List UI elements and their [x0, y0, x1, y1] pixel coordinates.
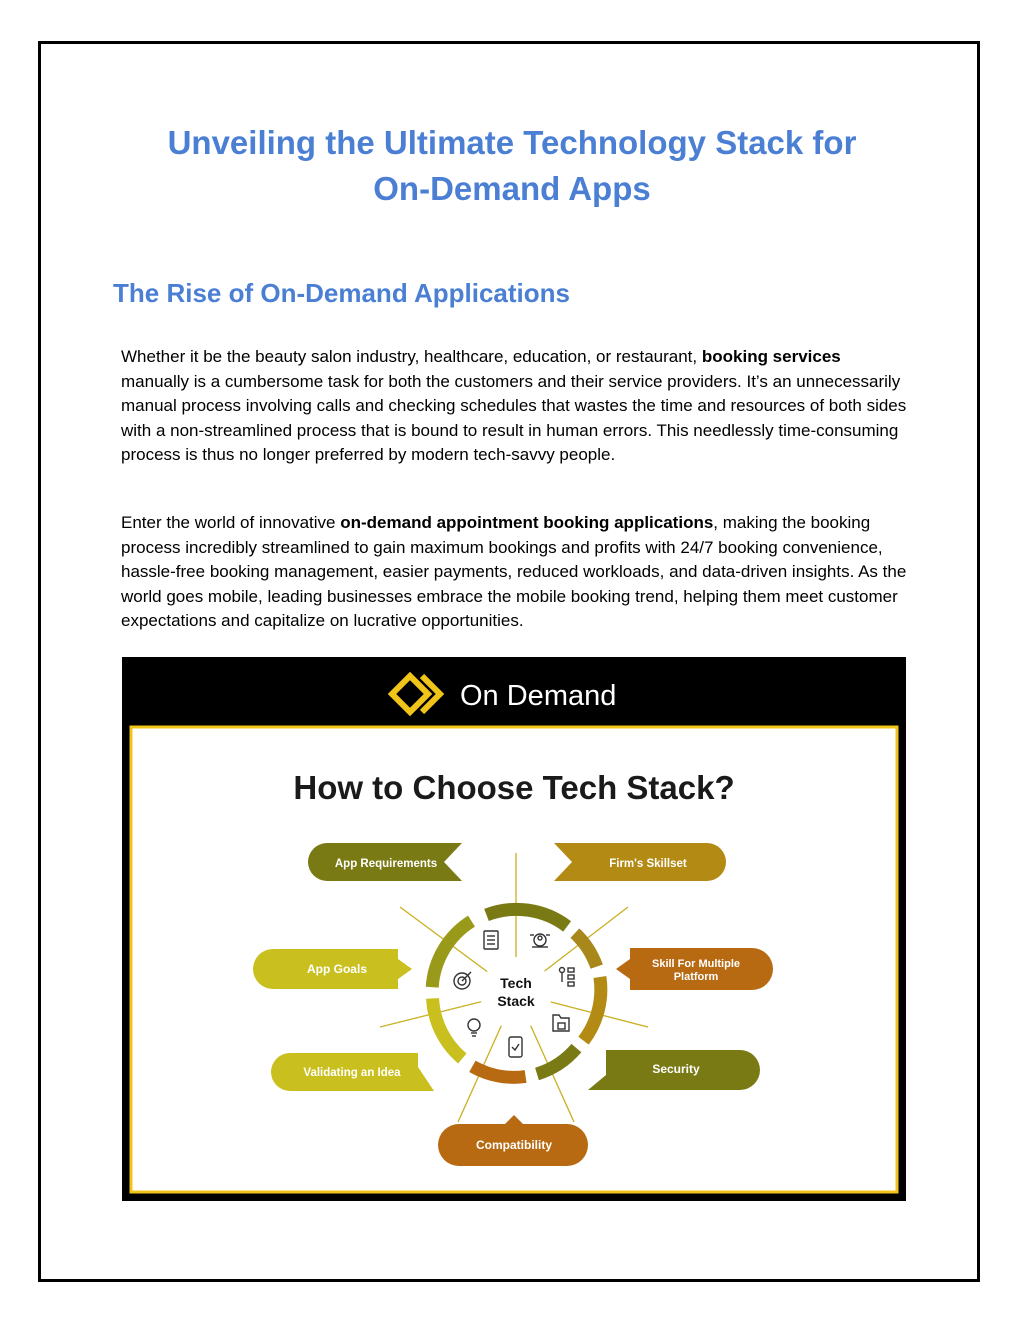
- paragraph-1-text-end: manually is a cumbersome task for both the customers and their service providers. It’s an unnecessarily manual process involving calls and checking schedules that wastes the time and resources of both sides with a non-streamlined process that is bound to result in human errors. This needlessly time-consuming process is thus no longer preferred by modern tech-savvy people.: [121, 371, 907, 464]
- infographic-image: [122, 657, 906, 1201]
- label-firms-skillset-text: Firm's Skillset: [609, 858, 687, 870]
- label-skill-multiple-line-2: Platform: [673, 971, 719, 983]
- label-validating-idea-text: Validating an Idea: [303, 1067, 401, 1079]
- brand-name: On Demand: [460, 680, 617, 712]
- brand-logo: [392, 676, 616, 712]
- title-line-2: On-Demand Apps: [373, 170, 651, 207]
- page-title: [0, 120, 1024, 212]
- infographic-heading: How to Choose Tech Stack?: [293, 769, 735, 806]
- paragraph-2-bold: on-demand appointment booking applications: [340, 513, 714, 532]
- paragraph-2: [121, 511, 911, 634]
- label-app-requirements: [308, 843, 462, 881]
- label-compatibility-text: Compatibility: [475, 1138, 553, 1152]
- label-app-requirements-text: App Requirements: [334, 858, 438, 870]
- section-heading: The Rise of On-Demand Applications: [113, 278, 570, 308]
- center-label-line-2: Stack: [497, 993, 535, 1009]
- label-skill-multiple-platform: [616, 948, 773, 990]
- paragraph-1: [121, 345, 911, 468]
- label-app-goals: [253, 949, 412, 989]
- chevron-logo-icon: [392, 676, 440, 712]
- label-app-goals-text: App Goals: [306, 962, 368, 976]
- paragraph-2-text-end: , making the booking process incredibly streamlined to gain maximum bookings and profits with 24/7 booking convenience, hassle-free booking management, easier payments, reduced workloads, and data-driven insights. As the world goes mobile, leading businesses embrace the mobile booking trend, helping them meet customer expectations and capitalize on lucrative opportunities.: [121, 513, 907, 630]
- center-label-line-1: Tech: [500, 975, 532, 991]
- paragraph-2-text-start: Enter the world of innovative: [121, 513, 341, 532]
- paragraph-1-bold: booking services: [701, 347, 841, 366]
- title-line-1: Unveiling the Ultimate Technology Stack for: [167, 124, 857, 161]
- label-skill-multiple-line-1: Skill For Multiple: [651, 958, 741, 970]
- paragraph-1-text-start: Whether it be the beauty salon industry, healthcare, education, or restaurant,: [121, 347, 702, 366]
- label-validating-idea: [271, 1053, 434, 1091]
- label-security-text: Security: [652, 1062, 700, 1076]
- label-firms-skillset: [554, 843, 726, 881]
- label-security: [588, 1050, 760, 1090]
